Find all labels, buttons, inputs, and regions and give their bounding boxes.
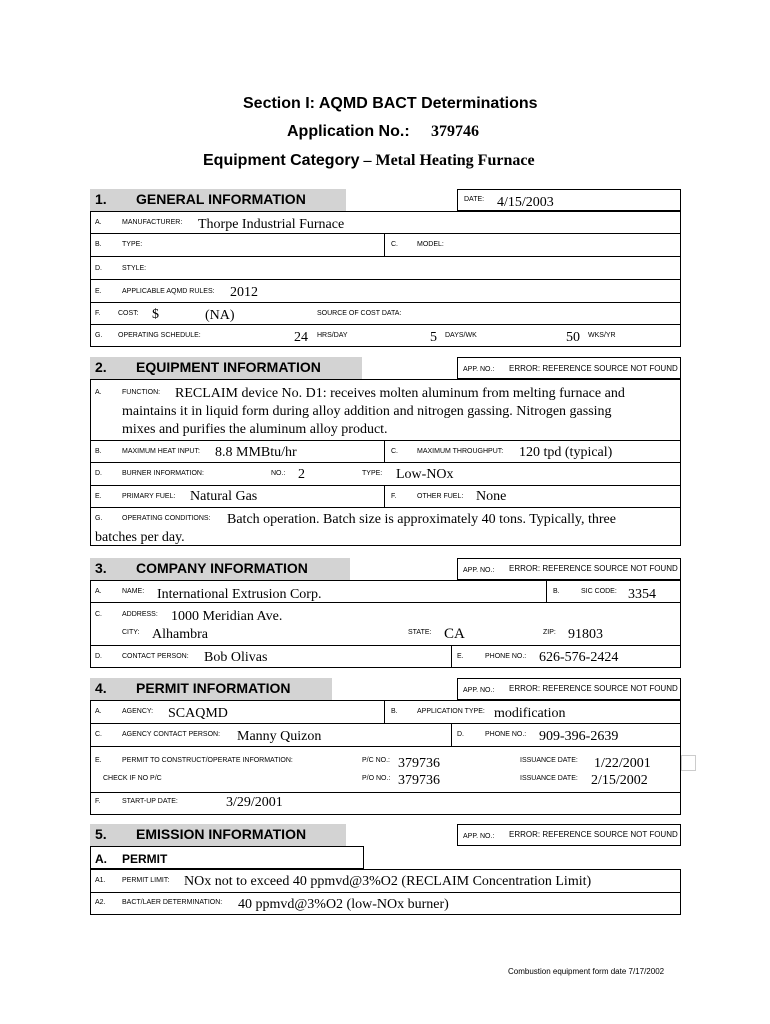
row-letter: B.: [95, 241, 102, 248]
date-label: DATE:: [464, 196, 485, 203]
row-letter: C.: [95, 611, 102, 618]
permit-limit-label: PERMIT LIMIT:: [122, 877, 170, 884]
section5-title: EMISSION INFORMATION: [136, 826, 307, 842]
permit-subheader-letter: A.: [95, 852, 107, 866]
section4-number: 4.: [95, 680, 107, 696]
zip-label: ZIP:: [543, 629, 556, 636]
conditions-label: OPERATING CONDITIONS:: [122, 515, 211, 522]
row-letter: C.: [391, 241, 398, 248]
section3-header: [90, 558, 350, 580]
section3-title: COMPANY INFORMATION: [136, 560, 308, 576]
row-letter: F.: [391, 493, 397, 500]
section1-header: [90, 189, 346, 211]
section3-number: 3.: [95, 560, 107, 576]
function-label: FUNCTION:: [122, 389, 161, 396]
throughput-value: 120 tpd (typical): [519, 445, 613, 460]
row-letter: D.: [457, 731, 464, 738]
row-letter: E.: [95, 288, 102, 295]
agency-label: AGENCY:: [122, 708, 154, 715]
cost-source-label: SOURCE OF COST DATA:: [317, 310, 402, 317]
address-label: ADDRESS:: [122, 611, 158, 618]
company-name-value: International Extrusion Corp.: [157, 587, 322, 602]
row-letter: F.: [95, 310, 101, 317]
app-no-label: APP. NO.:: [463, 567, 495, 574]
hours-value: 24: [294, 330, 308, 345]
date-value: 4/15/2003: [497, 195, 554, 210]
row-letter: E.: [95, 757, 102, 764]
state-label: STATE:: [408, 629, 432, 636]
category-label: Equipment Category: [203, 152, 360, 169]
heat-input-value: 8.8 MMBtu/hr: [215, 445, 297, 460]
app-no-error: ERROR: REFERENCE SOURCE NOT FOUND: [509, 364, 678, 373]
app-no-label: APP. NO.:: [463, 833, 495, 840]
weeks-value: 50: [566, 330, 580, 345]
row-letter: A1.: [95, 877, 106, 884]
row-letter: G.: [95, 332, 103, 339]
contact-value: Bob Olivas: [204, 650, 268, 665]
section2-title: EQUIPMENT INFORMATION: [136, 359, 321, 375]
po-no-value: 379736: [398, 773, 440, 788]
row-letter: C.: [391, 448, 398, 455]
no-pc-checkbox[interactable]: [681, 755, 696, 771]
permit-info-label: PERMIT TO CONSTRUCT/OPERATE INFORMATION:: [122, 757, 293, 764]
days-label: DAYS/WK: [445, 332, 477, 339]
startup-date-value: 3/29/2001: [226, 795, 283, 810]
section4-header: [90, 678, 332, 700]
city-value: Alhambra: [152, 627, 208, 642]
company-name-label: NAME:: [122, 588, 145, 595]
type-label: TYPE:: [122, 241, 143, 248]
app-no-error: ERROR: REFERENCE SOURCE NOT FOUND: [509, 564, 678, 573]
conditions-line1: Batch operation. Batch size is approximately 40 tons. Typically, three: [227, 512, 616, 527]
app-no-error: ERROR: REFERENCE SOURCE NOT FOUND: [509, 684, 678, 693]
section4-title: PERMIT INFORMATION: [136, 680, 291, 696]
agency-value: SCAQMD: [168, 706, 228, 721]
row-letter: G.: [95, 515, 103, 522]
row-letter: D.: [95, 265, 102, 272]
other-fuel-label: OTHER FUEL:: [417, 493, 464, 500]
burner-no-label: NO.:: [271, 470, 286, 477]
style-label: STYLE:: [122, 265, 147, 272]
primary-fuel-label: PRIMARY FUEL:: [122, 493, 176, 500]
manufacturer-label: MANUFACTURER:: [122, 219, 183, 226]
phone-label: PHONE NO.:: [485, 653, 527, 660]
section5-header: [90, 824, 346, 846]
application-number: 379746: [431, 123, 479, 140]
burner-label: BURNER INFORMATION:: [122, 470, 204, 477]
category-value: – Metal Heating Furnace: [359, 152, 535, 169]
app-no-label: APP. NO.:: [463, 687, 495, 694]
row-letter: E.: [95, 493, 102, 500]
section1-number: 1.: [95, 191, 107, 207]
row-letter: D.: [95, 653, 102, 660]
burner-type-value: Low-NOx: [396, 467, 454, 482]
issuance-date-value: 1/22/2001: [594, 756, 651, 771]
city-label: CITY:: [122, 629, 140, 636]
sic-code-label: SIC CODE:: [581, 588, 617, 595]
primary-fuel-value: Natural Gas: [190, 489, 258, 504]
application-type-value: modification: [494, 706, 566, 721]
application-type-label: APPLICATION TYPE:: [417, 708, 485, 715]
agency-contact-label: AGENCY CONTACT PERSON:: [122, 731, 221, 738]
agency-phone-label: PHONE NO.:: [485, 731, 527, 738]
issuance-date-label: ISSUANCE DATE:: [520, 775, 578, 782]
app-no-label: APP. NO.:: [463, 366, 495, 373]
permit-limit-value: NOx not to exceed 40 ppmvd@3%O2 (RECLAIM Concentration Limit): [184, 874, 592, 889]
section-title: Section I: AQMD BACT Determinations: [243, 95, 538, 112]
model-label: MODEL:: [417, 241, 444, 248]
other-fuel-value: None: [476, 489, 507, 504]
startup-date-label: START-UP DATE:: [122, 798, 178, 805]
row-letter: E.: [457, 653, 464, 660]
throughput-label: MAXIMUM THROUGHPUT:: [417, 448, 504, 455]
row-letter: A2.: [95, 899, 106, 906]
phone-value: 626-576-2424: [539, 650, 619, 665]
burner-type-label: TYPE:: [362, 470, 383, 477]
state-value: CA: [444, 626, 465, 642]
function-line2: maintains it in liquid form during alloy addition and nitrogen gassing. Nitrogen gassing: [122, 404, 612, 419]
row-letter: A.: [95, 389, 102, 396]
section5-number: 5.: [95, 826, 107, 842]
app-no-error: ERROR: REFERENCE SOURCE NOT FOUND: [509, 830, 678, 839]
days-value: 5: [430, 330, 437, 345]
row-letter: C.: [95, 731, 102, 738]
bact-label: BACT/LAER DETERMINATION:: [122, 899, 223, 906]
contact-label: CONTACT PERSON:: [122, 653, 189, 660]
pc-no-label: P/C NO.:: [362, 757, 391, 764]
cost-label: COST:: [118, 310, 139, 317]
agency-phone-value: 909-396-2639: [539, 729, 619, 744]
row-letter: A.: [95, 219, 102, 226]
zip-value: 91803: [568, 627, 603, 642]
manufacturer-value: Thorpe Industrial Furnace: [198, 217, 345, 232]
pc-no-value: 379736: [398, 756, 440, 771]
bact-value: 40 ppmvd@3%O2 (low-NOx burner): [238, 897, 449, 912]
equipment-category: [203, 152, 535, 170]
issuance-date-label: ISSUANCE DATE:: [520, 757, 578, 764]
burner-no-value: 2: [298, 467, 305, 482]
sic-code-value: 3354: [628, 587, 656, 602]
cost-value: (NA): [205, 308, 235, 323]
section1-title: GENERAL INFORMATION: [136, 191, 306, 207]
row-letter: F.: [95, 798, 101, 805]
heat-input-label: MAXIMUM HEAT INPUT:: [122, 448, 200, 455]
function-line3: mixes and purifies the aluminum alloy product.: [122, 422, 388, 437]
section2-header: [90, 357, 362, 379]
cost-symbol: $: [152, 307, 159, 322]
conditions-line2: batches per day.: [95, 530, 185, 545]
schedule-label: OPERATING SCHEDULE:: [118, 332, 201, 339]
issuance-date-value: 2/15/2002: [591, 773, 648, 788]
function-line1: RECLAIM device No. D1: receives molten aluminum from melting furnace and: [175, 386, 625, 401]
section2-number: 2.: [95, 359, 107, 375]
row-letter: B.: [391, 708, 398, 715]
date-box: [457, 189, 681, 211]
rules-label: APPLICABLE AQMD RULES:: [122, 288, 215, 295]
row-letter: A.: [95, 588, 102, 595]
application-label: Application No.:: [287, 123, 410, 140]
row-letter: D.: [95, 470, 102, 477]
address-value: 1000 Meridian Ave.: [171, 609, 283, 624]
po-no-label: P/O NO.:: [362, 775, 391, 782]
row-letter: B.: [95, 448, 102, 455]
weeks-label: WKS/YR: [588, 332, 616, 339]
row-letter: A.: [95, 708, 102, 715]
row-letter: B.: [553, 588, 560, 595]
hours-label: HRS/DAY: [317, 332, 348, 339]
rules-value: 2012: [230, 285, 258, 300]
agency-contact-value: Manny Quizon: [237, 729, 322, 744]
check-no-pc-label: CHECK IF NO P/C: [103, 775, 162, 782]
footer-note: Combustion equipment form date 7/17/2002: [508, 967, 665, 976]
permit-subheader-title: PERMIT: [122, 852, 168, 866]
